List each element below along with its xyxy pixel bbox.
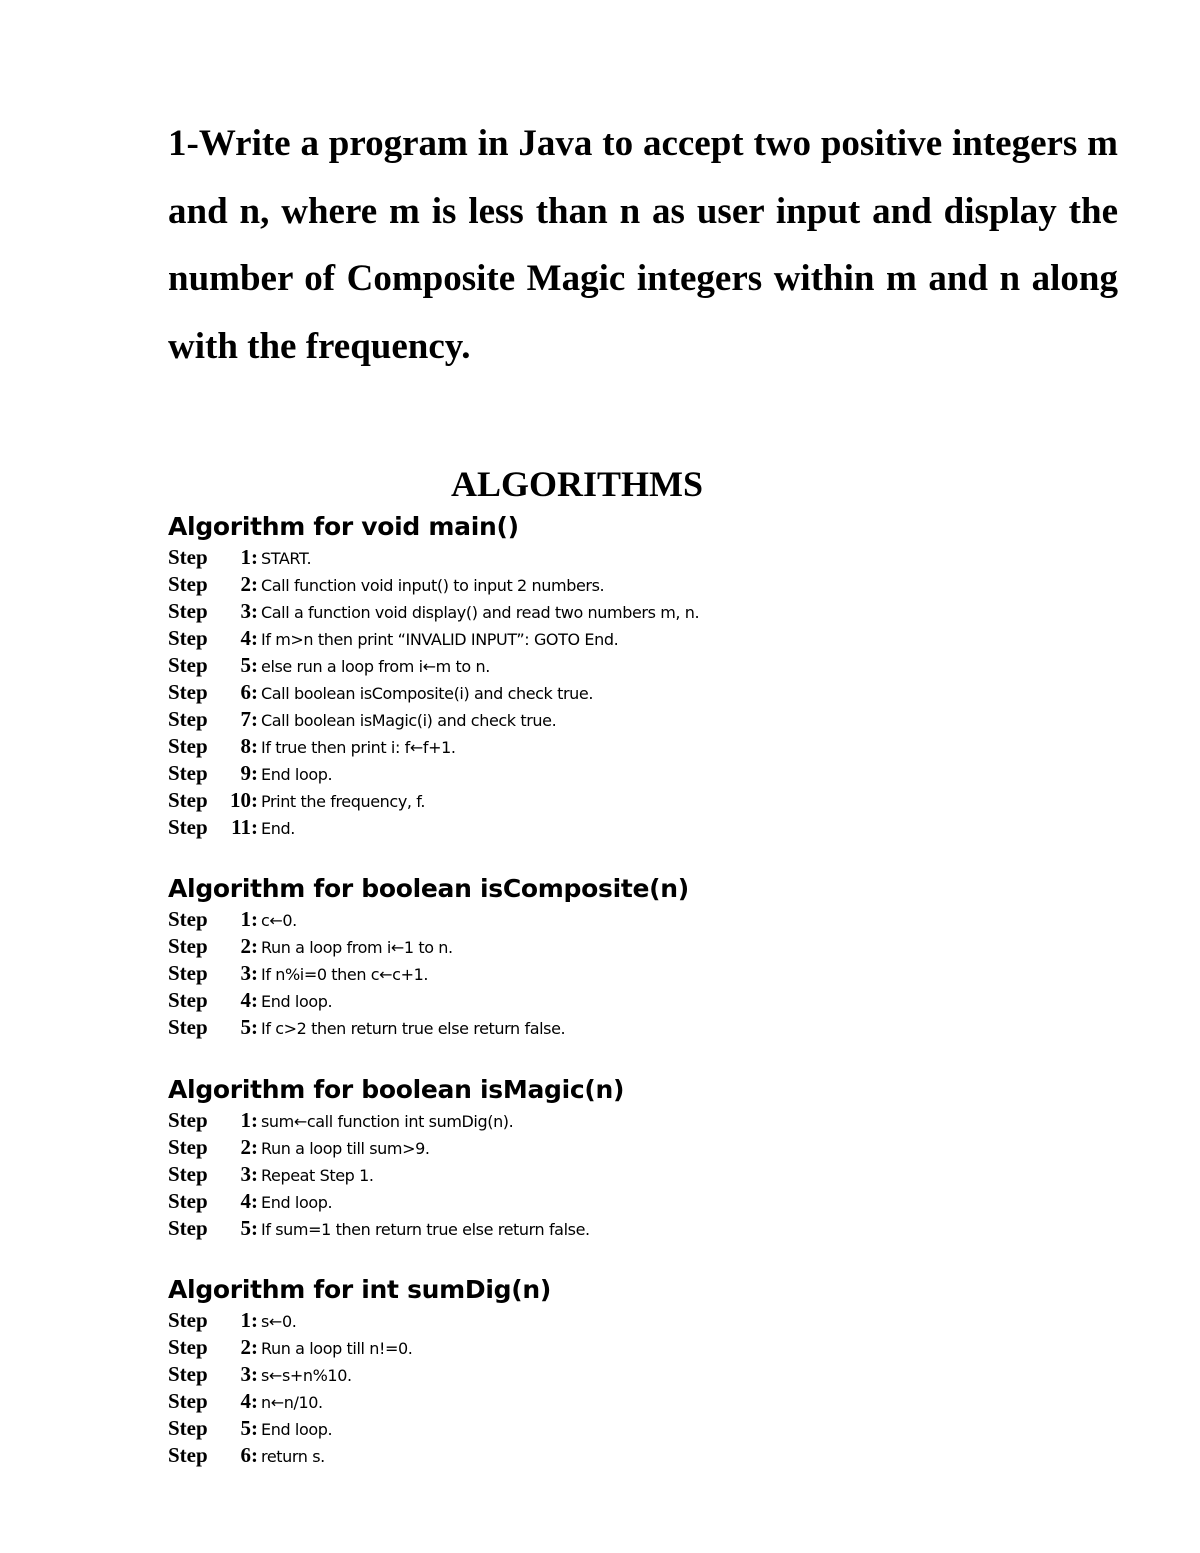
step-text: Repeat Step 1. [261, 1166, 374, 1185]
section-main [168, 510, 1118, 841]
step-row [168, 706, 1118, 733]
step-number: 10: [230, 788, 258, 812]
step-text: n←n/10. [261, 1393, 323, 1412]
step-text: s←0. [261, 1312, 297, 1331]
step-label: Step [168, 680, 208, 704]
step-label: Step [168, 545, 208, 569]
section-is-magic [168, 1073, 1118, 1242]
step-number: 5: [240, 1015, 258, 1039]
step-text: If true then print i: f←f+1. [261, 738, 456, 757]
step-text: Call boolean isComposite(i) and check true. [261, 684, 594, 703]
step-label: Step [168, 1362, 208, 1386]
step-number: 6: [240, 1443, 258, 1467]
step-row [168, 544, 1118, 571]
step-text: s←s+n%10. [261, 1366, 352, 1385]
step-list [168, 1107, 1118, 1242]
section-sum-dig [168, 1273, 1118, 1469]
step-number: 1: [240, 1108, 258, 1132]
step-number: 4: [240, 626, 258, 650]
step-text: Print the frequency, f. [261, 792, 426, 811]
step-number: 3: [240, 1162, 258, 1186]
step-row [168, 1188, 1118, 1215]
step-row [168, 933, 1118, 960]
step-text: Call a function void display() and read two numbers m, n. [261, 603, 700, 622]
step-label: Step [168, 815, 208, 839]
step-number: 3: [240, 1362, 258, 1386]
step-row [168, 1014, 1118, 1041]
step-number: 1: [240, 545, 258, 569]
step-row [168, 1307, 1118, 1334]
step-number: 8: [240, 734, 258, 758]
step-text: return s. [261, 1447, 325, 1466]
step-label: Step [168, 1189, 208, 1213]
step-label: Step [168, 907, 208, 931]
step-row [168, 960, 1118, 987]
step-text: Run a loop till sum>9. [261, 1139, 430, 1158]
step-list [168, 544, 1118, 841]
step-row [168, 987, 1118, 1014]
section-title: Algorithm for boolean isMagic(n) [168, 1075, 625, 1104]
step-text: End loop. [261, 1193, 333, 1212]
step-number: 3: [240, 961, 258, 985]
step-number: 2: [240, 572, 258, 596]
step-text: If n%i=0 then c←c+1. [261, 965, 429, 984]
step-row [168, 733, 1118, 760]
step-text: Call function void input() to input 2 numbers. [261, 576, 605, 595]
step-text: End loop. [261, 1420, 333, 1439]
step-label: Step [168, 761, 208, 785]
step-number: 9: [240, 761, 258, 785]
step-number: 6: [240, 680, 258, 704]
step-row [168, 1107, 1118, 1134]
step-row [168, 1361, 1118, 1388]
section-title: Algorithm for int sumDig(n) [168, 1275, 551, 1304]
step-label: Step [168, 988, 208, 1012]
step-text: Call boolean isMagic(i) and check true. [261, 711, 557, 730]
step-text: Run a loop till n!=0. [261, 1339, 413, 1358]
step-row [168, 1388, 1118, 1415]
step-text: End loop. [261, 765, 333, 784]
step-row [168, 1161, 1118, 1188]
step-number: 11: [231, 815, 258, 839]
step-text: End loop. [261, 992, 333, 1011]
step-number: 5: [240, 653, 258, 677]
step-text: c←0. [261, 911, 297, 930]
step-row [168, 906, 1118, 933]
step-row [168, 814, 1118, 841]
step-row [168, 625, 1118, 652]
step-text: If m>n then print “INVALID INPUT”: GOTO End. [261, 630, 619, 649]
step-number: 3: [240, 599, 258, 623]
step-number: 4: [240, 1389, 258, 1413]
step-row [168, 1415, 1118, 1442]
section-title: Algorithm for boolean isComposite(n) [168, 874, 689, 903]
step-row [168, 1442, 1118, 1469]
step-label: Step [168, 788, 208, 812]
step-row [168, 1215, 1118, 1242]
step-number: 4: [240, 1189, 258, 1213]
step-label: Step [168, 707, 208, 731]
step-label: Step [168, 1162, 208, 1186]
step-number: 2: [240, 1135, 258, 1159]
step-label: Step [168, 626, 208, 650]
step-label: Step [168, 599, 208, 623]
step-row [168, 1134, 1118, 1161]
step-label: Step [168, 961, 208, 985]
step-label: Step [168, 1389, 208, 1413]
step-number: 1: [240, 907, 258, 931]
step-list [168, 1307, 1118, 1469]
step-label: Step [168, 934, 208, 958]
step-list [168, 906, 1118, 1041]
document-page [168, 110, 1118, 1467]
step-text: End. [261, 819, 295, 838]
step-row [168, 679, 1118, 706]
step-label: Step [168, 572, 208, 596]
step-text: If sum=1 then return true else return false. [261, 1220, 590, 1239]
step-label: Step [168, 734, 208, 758]
step-row [168, 760, 1118, 787]
step-number: 5: [240, 1416, 258, 1440]
step-text: else run a loop from i←m to n. [261, 657, 490, 676]
step-label: Step [168, 1015, 208, 1039]
step-text: sum←call function int sumDig(n). [261, 1112, 514, 1131]
step-label: Step [168, 1108, 208, 1132]
question-text: 1-Write a program in Java to accept two positive integers m and n, where m is less than n as user input and display the number of Composite Magic integers within m and n along with the frequency. [168, 123, 1118, 367]
step-number: 4: [240, 988, 258, 1012]
step-row [168, 598, 1118, 625]
section-is-composite [168, 872, 1118, 1041]
step-number: 2: [240, 934, 258, 958]
step-row [168, 1334, 1118, 1361]
step-number: 2: [240, 1335, 258, 1359]
step-label: Step [168, 1443, 208, 1467]
step-row [168, 571, 1118, 598]
step-text: If c>2 then return true else return false. [261, 1019, 566, 1038]
step-text: Run a loop from i←1 to n. [261, 938, 453, 957]
step-number: 5: [240, 1216, 258, 1240]
step-label: Step [168, 1216, 208, 1240]
step-row [168, 787, 1118, 814]
step-label: Step [168, 653, 208, 677]
step-number: 1: [240, 1308, 258, 1332]
algorithms-heading: ALGORITHMS [450, 464, 704, 504]
step-label: Step [168, 1308, 208, 1332]
step-label: Step [168, 1335, 208, 1359]
step-label: Step [168, 1416, 208, 1440]
section-title: Algorithm for void main() [168, 512, 519, 541]
step-row [168, 652, 1118, 679]
step-number: 7: [240, 707, 258, 731]
step-label: Step [168, 1135, 208, 1159]
step-text: START. [261, 549, 312, 568]
